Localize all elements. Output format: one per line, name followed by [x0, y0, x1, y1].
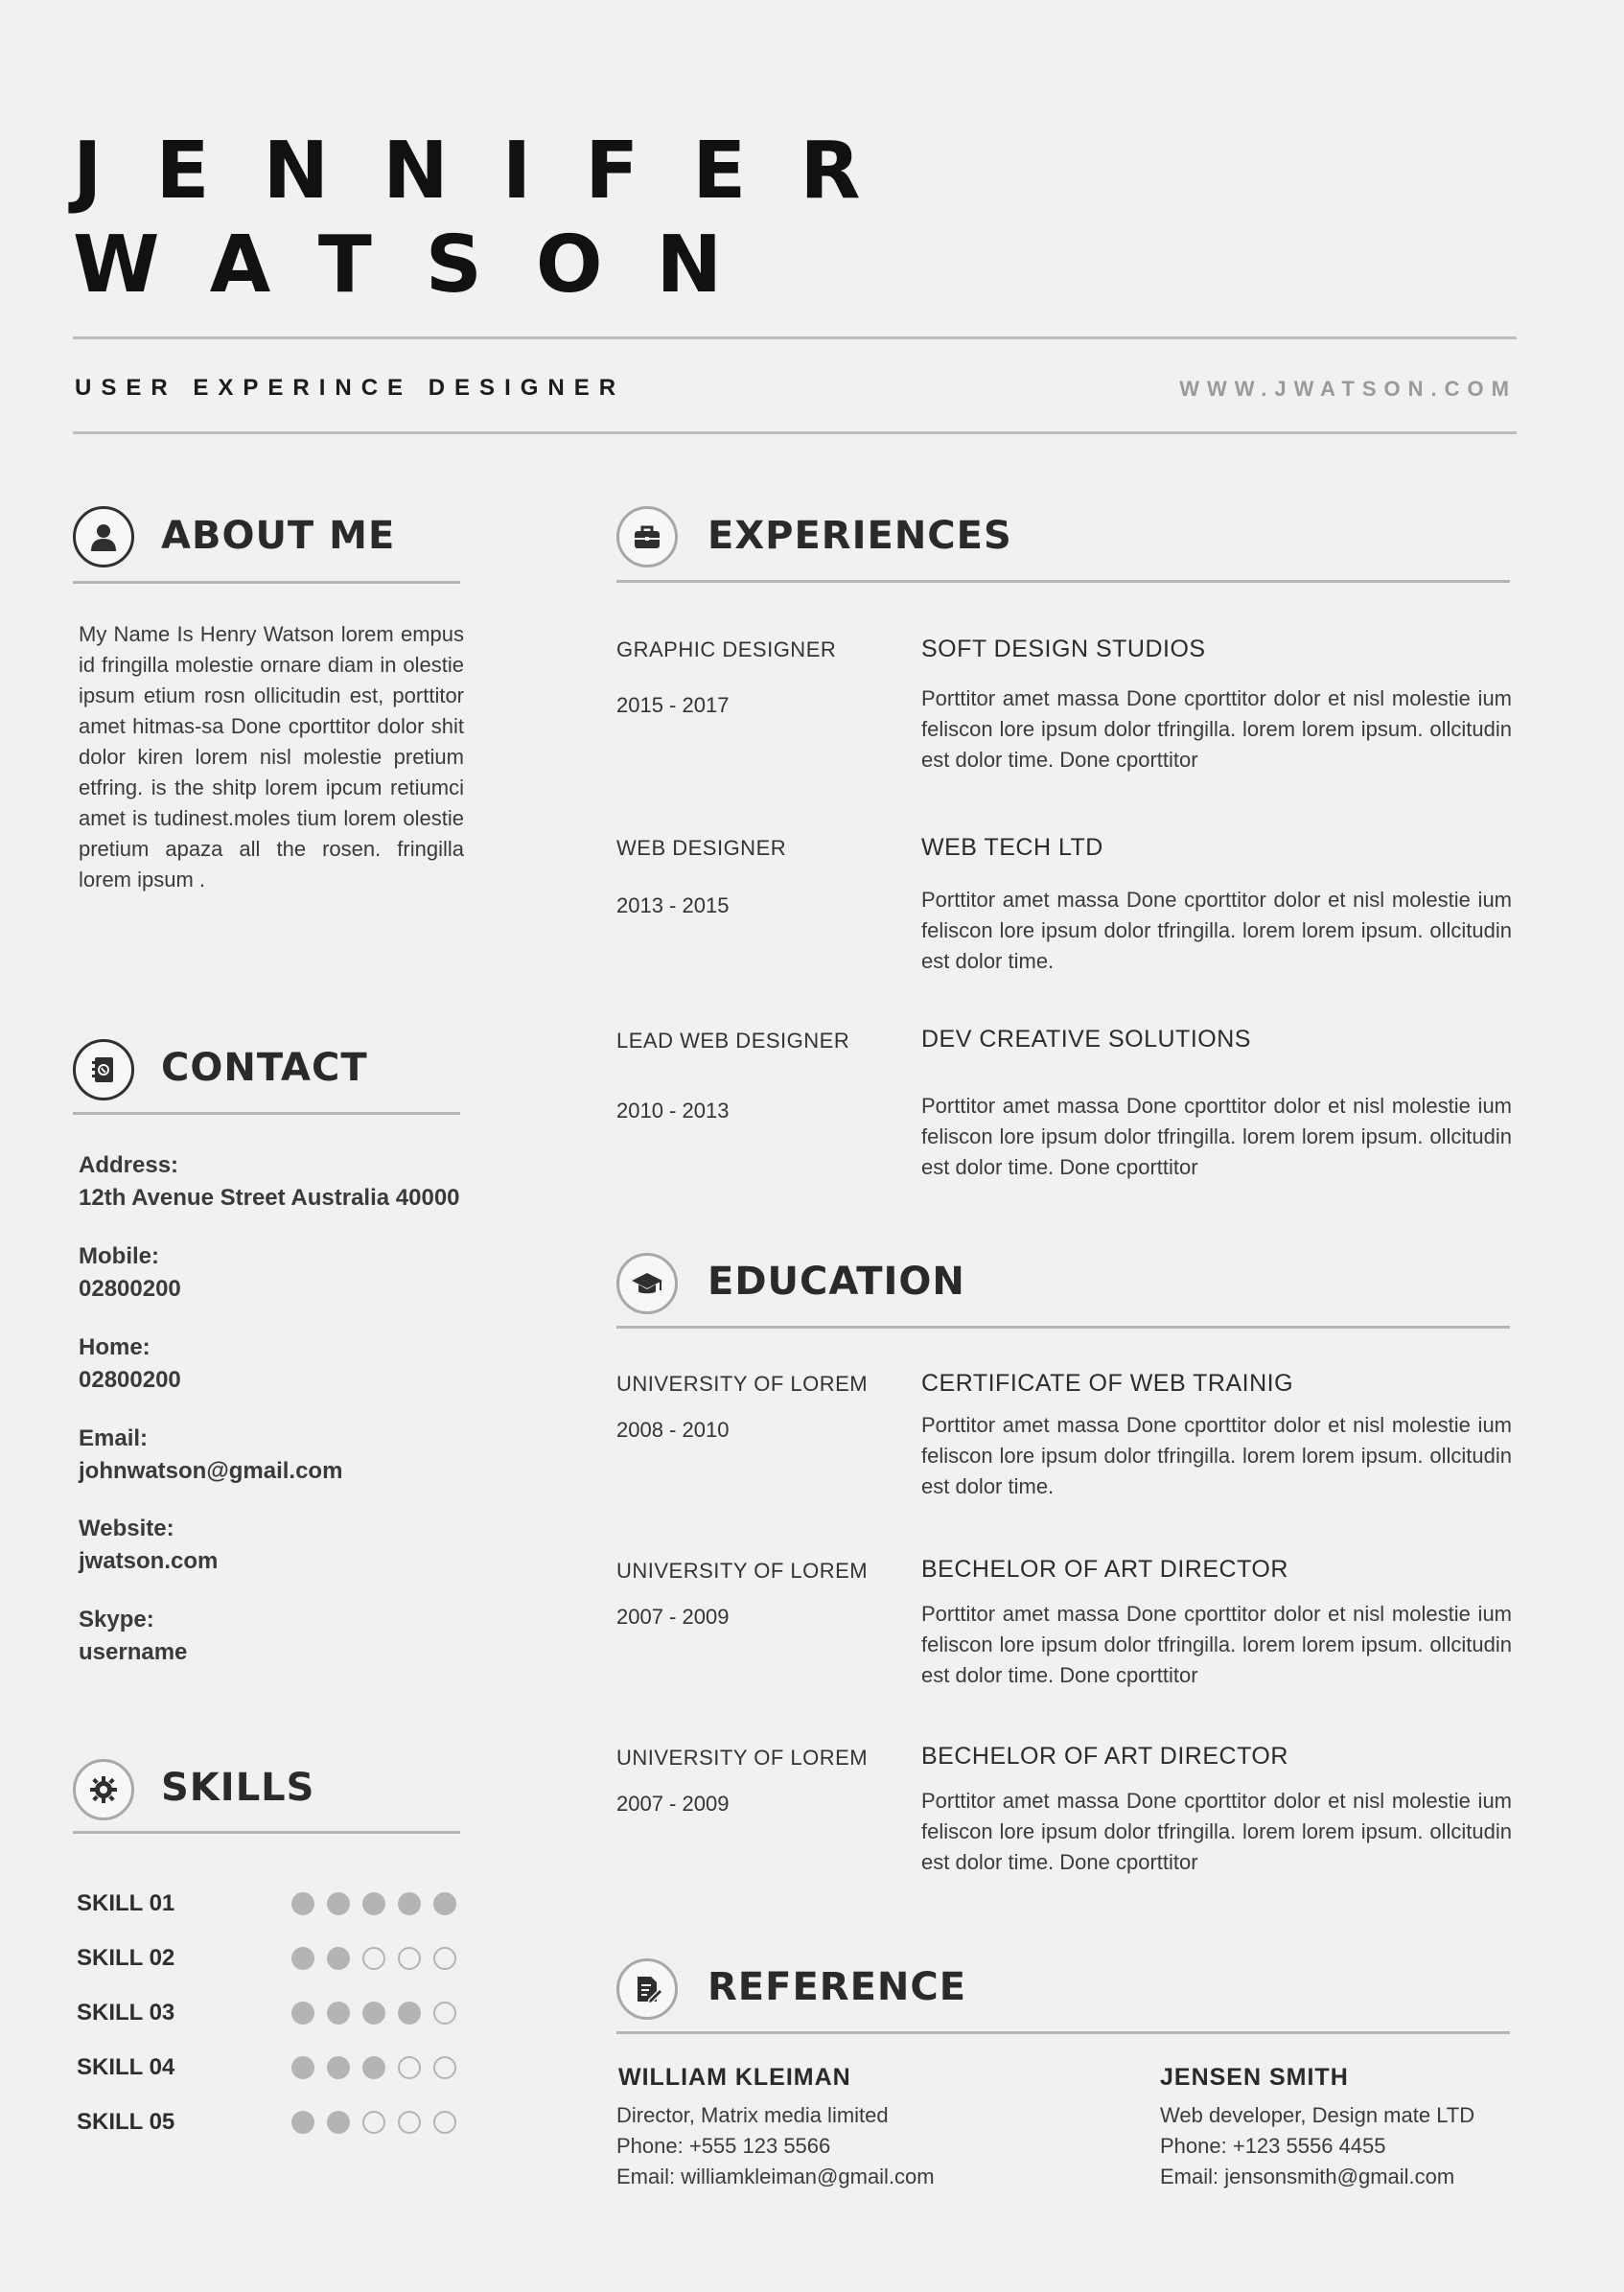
rating-dot-filled — [327, 1892, 350, 1915]
education-description: Porttitor amet massa Done cporttitor dolor et nisl molestie ium feliscon lore ipsum dolor tfringilla. lorem lorem ipsum. ollcitudin est dolor time. Done cporttitor — [921, 1602, 1512, 1687]
contact-label: Home: — [79, 1334, 151, 1360]
rating-dot-filled — [398, 2002, 421, 2025]
skill-row — [77, 2053, 464, 2082]
skill-name: SKILL 04 — [77, 2054, 175, 2080]
contact-value: 12th Avenue Street Australia 40000 — [79, 1185, 460, 1211]
education-degree: BECHELOR OF ART DIRECTOR — [921, 1743, 1288, 1770]
education-description: Porttitor amet massa Done cporttitor dolor et nisl molestie ium feliscon lore ipsum dolor tfringilla. lorem lorem ipsum. ollcitudin est dolor time. Done cporttitor — [921, 1789, 1512, 1874]
reference-divider — [616, 2031, 1510, 2034]
rating-dot-filled — [362, 2002, 385, 2025]
about-divider — [73, 581, 460, 584]
experience-years: 2015 - 2017 — [616, 693, 730, 717]
about-title: ABOUT ME — [161, 514, 396, 558]
rating-dot-filled — [291, 2111, 314, 2134]
contact-skype — [79, 1604, 481, 1669]
last-name: WATSON — [73, 220, 777, 311]
contact-email — [79, 1423, 481, 1488]
contact-home — [79, 1331, 481, 1397]
contact-label: Address: — [79, 1152, 179, 1178]
contact-label: Website: — [79, 1516, 174, 1541]
education-degree: CERTIFICATE OF WEB TRAINIG — [921, 1370, 1294, 1397]
education-school: UNIVERSITY OF LOREM — [616, 1372, 869, 1396]
rating-dot-empty — [398, 2056, 421, 2079]
rating-dot-filled — [398, 1892, 421, 1915]
skill-row — [77, 2108, 464, 2137]
experience-company: DEV CREATIVE SOLUTIONS — [921, 1026, 1251, 1053]
first-name: JENNIFER — [73, 126, 915, 217]
header-divider-bottom — [73, 431, 1517, 434]
experiences-title: EXPERIENCES — [708, 514, 1012, 558]
experience-years: 2010 - 2013 — [616, 1099, 730, 1123]
rating-dot-empty — [362, 2111, 385, 2134]
skill-row — [77, 1944, 464, 1973]
contact-address — [79, 1149, 481, 1215]
person-icon — [73, 506, 134, 567]
experience-company: WEB TECH LTD — [921, 834, 1103, 861]
experience-description: Porttitor amet massa Done cporttitor dolor et nisl molestie ium feliscon lore ipsum dolor tfringilla. lorem lorem ipsum. ollcitudin est dolor time. Done cporttitor — [921, 686, 1512, 772]
skills-divider — [73, 1831, 460, 1834]
reference-name: WILLIAM KLEIMAN — [618, 2064, 851, 2091]
contact-value: 02800200 — [79, 1276, 181, 1302]
header-divider-top — [73, 336, 1517, 339]
rating-dot-filled — [291, 1947, 314, 1970]
experience-company: SOFT DESIGN STUDIOS — [921, 636, 1206, 662]
education-degree: BECHELOR OF ART DIRECTOR — [921, 1556, 1288, 1583]
gear-icon — [73, 1759, 134, 1820]
rating-dot-filled — [433, 1892, 456, 1915]
address-book-icon — [73, 1039, 134, 1100]
experience-role: GRAPHIC DESIGNER — [616, 637, 837, 661]
reference-name: JENSEN SMITH — [1160, 2064, 1349, 2091]
header-website: WWW.JWATSON.COM — [1179, 377, 1517, 401]
rating-dot-filled — [327, 1947, 350, 1970]
contact-title: CONTACT — [161, 1046, 368, 1090]
rating-dot-empty — [433, 1947, 456, 1970]
reference-phone: Phone: +555 123 5566 — [616, 2134, 831, 2158]
experiences-divider — [616, 580, 1510, 583]
education-title: EDUCATION — [708, 1260, 965, 1304]
contact-label: Mobile: — [79, 1243, 159, 1269]
rating-dot-empty — [362, 1947, 385, 1970]
rating-dot-empty — [398, 2111, 421, 2134]
job-title: USER EXPERINCE DESIGNER — [75, 375, 626, 401]
reference-title: REFERENCE — [708, 1965, 967, 2009]
rating-dot-filled — [291, 1892, 314, 1915]
reference-position: Director, Matrix media limited — [616, 2103, 889, 2127]
about-text: My Name Is Henry Watson lorem empus id fringilla molestie ornare diam in olestie ipsum etium rosn ollicitudin est, porttitor amet hitmas-sa Done cporttitor dolor shit dolor kiren lorem nisl molestie pretium etfring. is the shitp lorem ipcum retiumci amet is tudinest.moles tium lorem olestie pretium apaza all the rosen. fringilla lorem ipsum . — [79, 622, 464, 891]
contact-value: 02800200 — [79, 1367, 181, 1393]
rating-dot-empty — [433, 2002, 456, 2025]
education-school: UNIVERSITY OF LOREM — [616, 1559, 869, 1583]
experience-description: Porttitor amet massa Done cporttitor dolor et nisl molestie ium feliscon lore ipsum dolor tfringilla. lorem lorem ipsum. ollcitudin est dolor time. — [921, 888, 1512, 973]
contact-mobile — [79, 1240, 481, 1306]
rating-dot-empty — [433, 2056, 456, 2079]
contact-value[interactable]: johnwatson@gmail.com — [79, 1458, 343, 1484]
contact-label: Email: — [79, 1425, 149, 1451]
skill-name: SKILL 02 — [77, 1945, 175, 1971]
education-description: Porttitor amet massa Done cporttitor dolor et nisl molestie ium feliscon lore ipsum dolor tfringilla. lorem lorem ipsum. ollcitudin est dolor time. — [921, 1413, 1512, 1498]
experience-role: LEAD WEB DESIGNER — [616, 1029, 850, 1053]
reference-phone: Phone: +123 5556 4455 — [1160, 2134, 1386, 2158]
reference-position: Web developer, Design mate LTD — [1160, 2103, 1475, 2127]
rating-dot-filled — [327, 2111, 350, 2134]
skill-row — [77, 1999, 464, 2027]
experience-years: 2013 - 2015 — [616, 893, 730, 917]
education-years: 2007 - 2009 — [616, 1792, 730, 1816]
briefcase-icon — [616, 506, 678, 567]
education-years: 2007 - 2009 — [616, 1605, 730, 1629]
experience-description: Porttitor amet massa Done cporttitor dolor et nisl molestie ium feliscon lore ipsum dolor tfringilla. lorem lorem ipsum. ollcitudin est dolor time. Done cporttitor — [921, 1094, 1512, 1179]
skill-name: SKILL 01 — [77, 1890, 175, 1916]
graduation-cap-icon — [616, 1253, 678, 1314]
rating-dot-filled — [362, 1892, 385, 1915]
document-edit-icon — [616, 1958, 678, 2020]
experience-role: WEB DESIGNER — [616, 836, 787, 860]
contact-website — [79, 1513, 481, 1578]
rating-dot-empty — [398, 1947, 421, 1970]
rating-dot-filled — [291, 2002, 314, 2025]
rating-dot-empty — [433, 2111, 456, 2134]
contact-value[interactable]: jwatson.com — [79, 1548, 219, 1574]
contact-divider — [73, 1112, 460, 1115]
contact-label: Skype: — [79, 1607, 154, 1632]
skill-name: SKILL 03 — [77, 2000, 175, 2026]
rating-dot-filled — [327, 2056, 350, 2079]
contact-value: username — [79, 1639, 188, 1665]
skills-title: SKILLS — [161, 1766, 315, 1810]
skill-name: SKILL 05 — [77, 2109, 175, 2135]
rating-dot-filled — [291, 2056, 314, 2079]
education-divider — [616, 1326, 1510, 1329]
reference-email[interactable]: Email: jensonsmith@gmail.com — [1160, 2165, 1455, 2188]
skill-row — [77, 1889, 464, 1918]
rating-dot-filled — [327, 2002, 350, 2025]
education-school: UNIVERSITY OF LOREM — [616, 1746, 869, 1770]
rating-dot-filled — [362, 2056, 385, 2079]
education-years: 2008 - 2010 — [616, 1418, 730, 1442]
reference-email[interactable]: Email: williamkleiman@gmail.com — [616, 2165, 935, 2188]
